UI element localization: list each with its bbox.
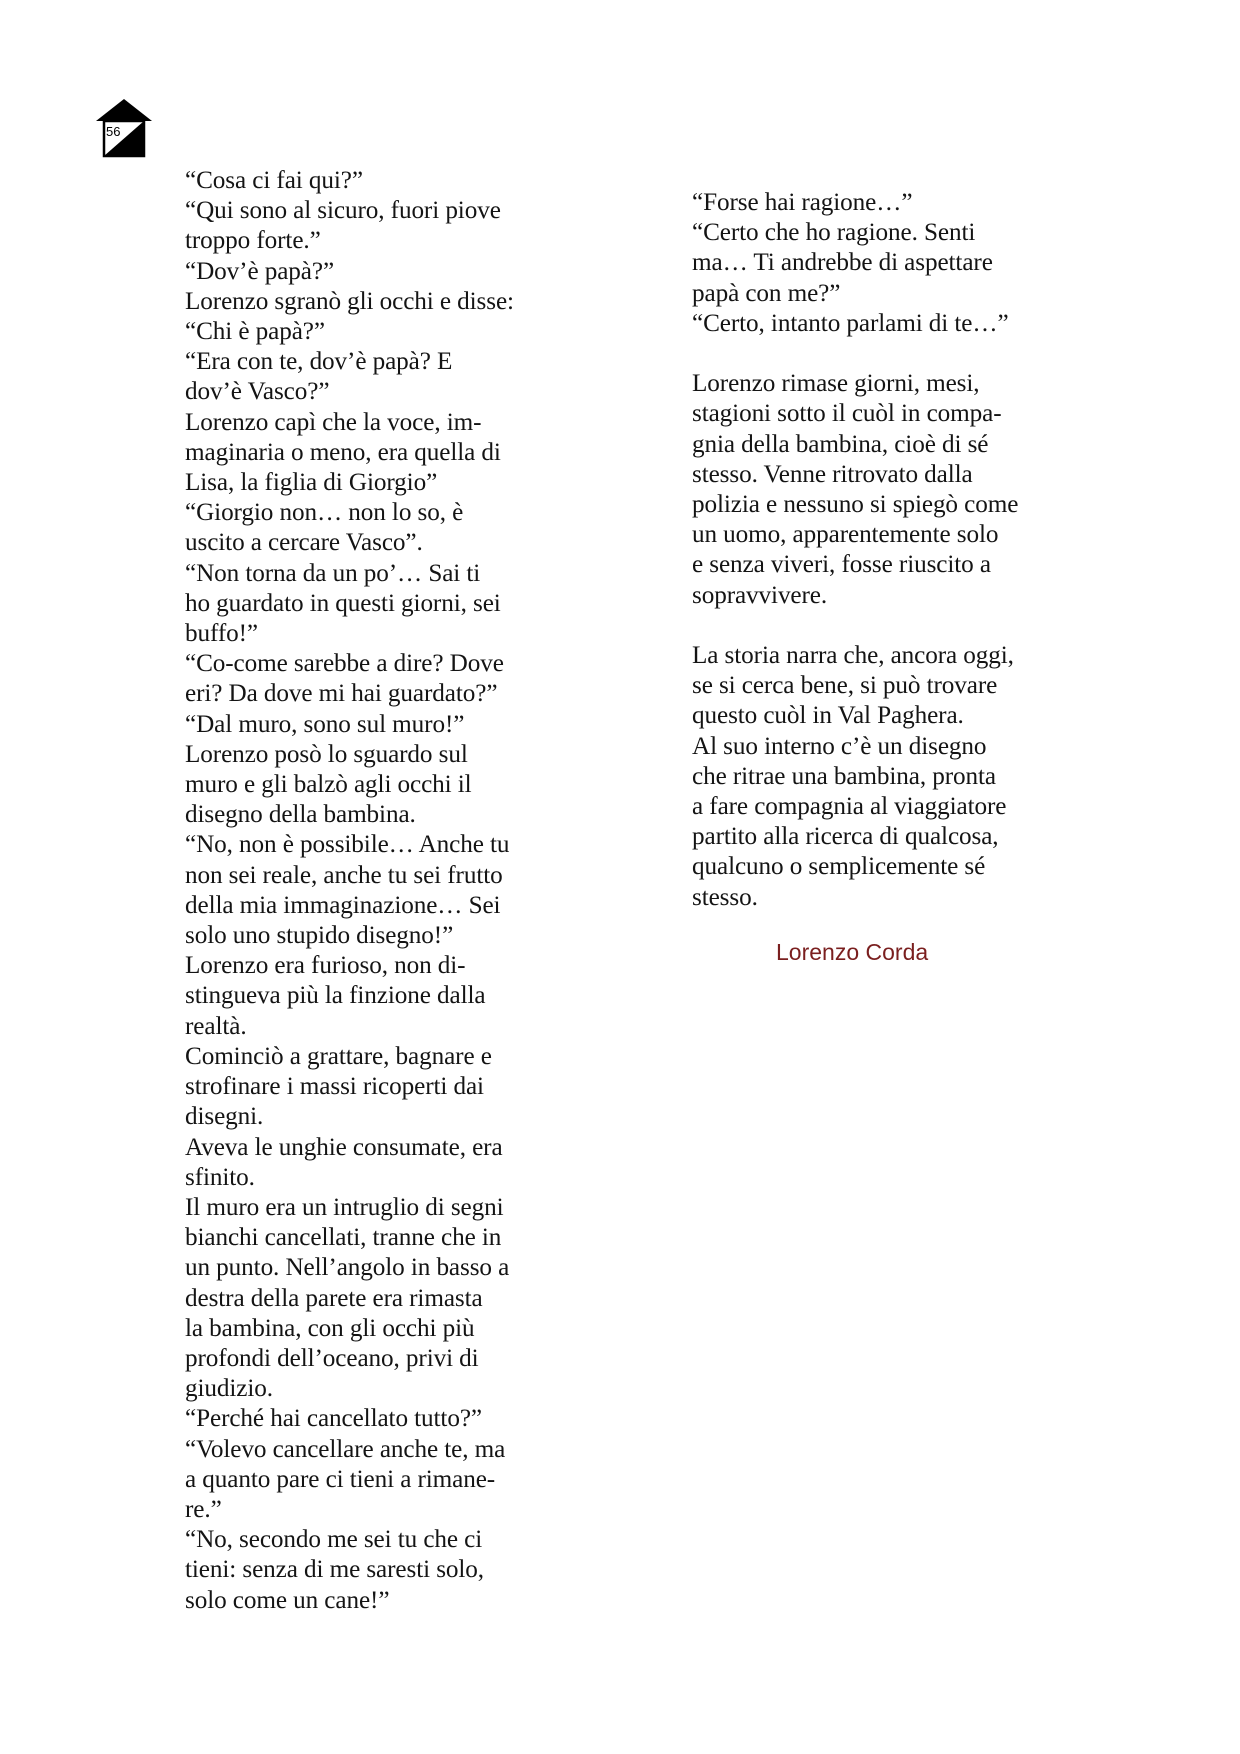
text-line: bianchi cancellati, tranne che in bbox=[185, 1224, 502, 1252]
text-line: “Certo che ho ragione. Senti bbox=[692, 219, 976, 247]
text-line: “Qui sono al sicuro, fuori piove bbox=[185, 197, 501, 225]
text-line: Lorenzo rimase giorni, mesi, bbox=[692, 370, 980, 398]
text-line: uscito a cercare Vasco”. bbox=[185, 529, 423, 557]
text-line: Lorenzo sgranò gli occhi e disse: bbox=[185, 287, 514, 315]
text-line: gnia della bambina, cioè di sé bbox=[692, 430, 989, 458]
text-line: re.” bbox=[185, 1495, 222, 1523]
text-line: e senza viveri, fosse riuscito a bbox=[692, 551, 991, 579]
text-line: che ritrae una bambina, pronta bbox=[692, 762, 997, 790]
text-line: sfinito. bbox=[185, 1163, 255, 1191]
left-text-column bbox=[185, 166, 555, 1616]
text-line: partito alla ricerca di qualcosa, bbox=[692, 823, 999, 851]
text-line: eri? Da dove mi hai guardato?” bbox=[185, 680, 498, 708]
text-line: stesso. bbox=[692, 883, 758, 911]
text-line: Aveva le unghie consumate, era bbox=[185, 1133, 503, 1161]
text-line: Lisa, la figlia di Giorgio” bbox=[185, 469, 438, 497]
text-line: “Giorgio non… non lo so, è bbox=[185, 499, 464, 527]
text-line: “Dov’è papà?” bbox=[185, 257, 335, 285]
text-line: sopravvivere. bbox=[692, 581, 828, 609]
paragraph-break bbox=[692, 339, 1062, 369]
text-line: qualcuno o semplicemente sé bbox=[692, 853, 986, 881]
text-line: dov’è Vasco?” bbox=[185, 378, 330, 406]
text-line: “Cosa ci fai qui?” bbox=[185, 167, 363, 194]
paragraph-break bbox=[692, 611, 1062, 641]
text-line: ma… Ti andrebbe di aspettare bbox=[692, 249, 993, 277]
text-line: “Chi è papà?” bbox=[185, 318, 325, 346]
text-line: Lorenzo posò lo sguardo sul bbox=[185, 740, 468, 768]
author-signature: Lorenzo Corda bbox=[776, 939, 929, 965]
text-line: “Era con te, dov’è papà? E bbox=[185, 348, 453, 376]
text-line: non sei reale, anche tu sei frutto bbox=[185, 861, 503, 889]
text-line: questo cuòl in Val Paghera. bbox=[692, 702, 964, 730]
text-line: muro e gli balzò agli occhi il bbox=[185, 771, 472, 799]
text-line: stingueva più la finzione dalla bbox=[185, 982, 486, 1010]
text-line: Cominciò a grattare, bagnare e bbox=[185, 1042, 492, 1070]
text-line: un punto. Nell’angolo in basso a bbox=[185, 1254, 510, 1282]
text-line: La storia narra che, ancora oggi, bbox=[692, 642, 1014, 670]
text-line: giudizio. bbox=[185, 1375, 273, 1403]
text-line: “Volevo cancellare anche te, ma bbox=[185, 1435, 506, 1463]
text-line: solo uno stupido disegno!” bbox=[185, 922, 454, 950]
text-line: troppo forte.” bbox=[185, 227, 321, 255]
house-icon bbox=[96, 99, 152, 159]
text-line: a fare compagnia al viaggiatore bbox=[692, 793, 1007, 821]
text-line: un uomo, apparentemente solo bbox=[692, 521, 999, 549]
text-line: “Non torna da un po’… Sai ti bbox=[185, 559, 481, 587]
text-line: destra della parete era rimasta bbox=[185, 1284, 483, 1312]
text-line: polizia e nessuno si spiegò come bbox=[692, 491, 1019, 519]
text-line: buffo!” bbox=[185, 620, 258, 648]
text-line: “No, non è possibile… Anche tu bbox=[185, 831, 510, 859]
text-line: stagioni sotto il cuòl in compa- bbox=[692, 400, 1002, 428]
text-line: “Certo, intanto parlami di te…” bbox=[692, 309, 1009, 337]
text-line: strofinare i massi ricoperti dai bbox=[185, 1073, 484, 1101]
text-line: disegno della bambina. bbox=[185, 801, 416, 829]
text-line: se si cerca bene, si può trovare bbox=[692, 672, 998, 700]
right-text-column bbox=[692, 188, 1062, 913]
text-line: ho guardato in questi giorni, sei bbox=[185, 589, 501, 617]
text-line: “Dal muro, sono sul muro!” bbox=[185, 710, 465, 738]
text-line: realtà. bbox=[185, 1012, 247, 1040]
text-line: solo come un cane!” bbox=[185, 1586, 390, 1614]
text-line: disegni. bbox=[185, 1103, 264, 1131]
text-line: “Co-come sarebbe a dire? Dove bbox=[185, 650, 504, 678]
text-line: la bambina, con gli occhi più bbox=[185, 1314, 475, 1342]
text-line: “Forse hai ragione…” bbox=[692, 189, 913, 216]
text-line: a quanto pare ci tieni a rimane- bbox=[185, 1465, 496, 1493]
text-line: maginaria o meno, era quella di bbox=[185, 438, 501, 466]
text-line: Lorenzo era furioso, non di- bbox=[185, 952, 466, 980]
text-line: “No, secondo me sei tu che ci bbox=[185, 1526, 483, 1554]
text-line: profondi dell’oceano, privi di bbox=[185, 1344, 479, 1372]
text-line: tieni: senza di me saresti solo, bbox=[185, 1556, 484, 1584]
text-line: “Perché hai cancellato tutto?” bbox=[185, 1405, 482, 1433]
text-line: Lorenzo capì che la voce, im- bbox=[185, 408, 482, 436]
house-page-number-icon bbox=[96, 99, 152, 159]
text-line: papà con me?” bbox=[692, 279, 841, 307]
text-line: Al suo interno c’è un disegno bbox=[692, 732, 987, 760]
text-line: della mia immaginazione… Sei bbox=[185, 891, 501, 919]
text-line: stesso. Venne ritrovato dalla bbox=[692, 460, 973, 488]
text-line: Il muro era un intruglio di segni bbox=[185, 1193, 504, 1221]
page-number: 56 bbox=[106, 124, 121, 139]
